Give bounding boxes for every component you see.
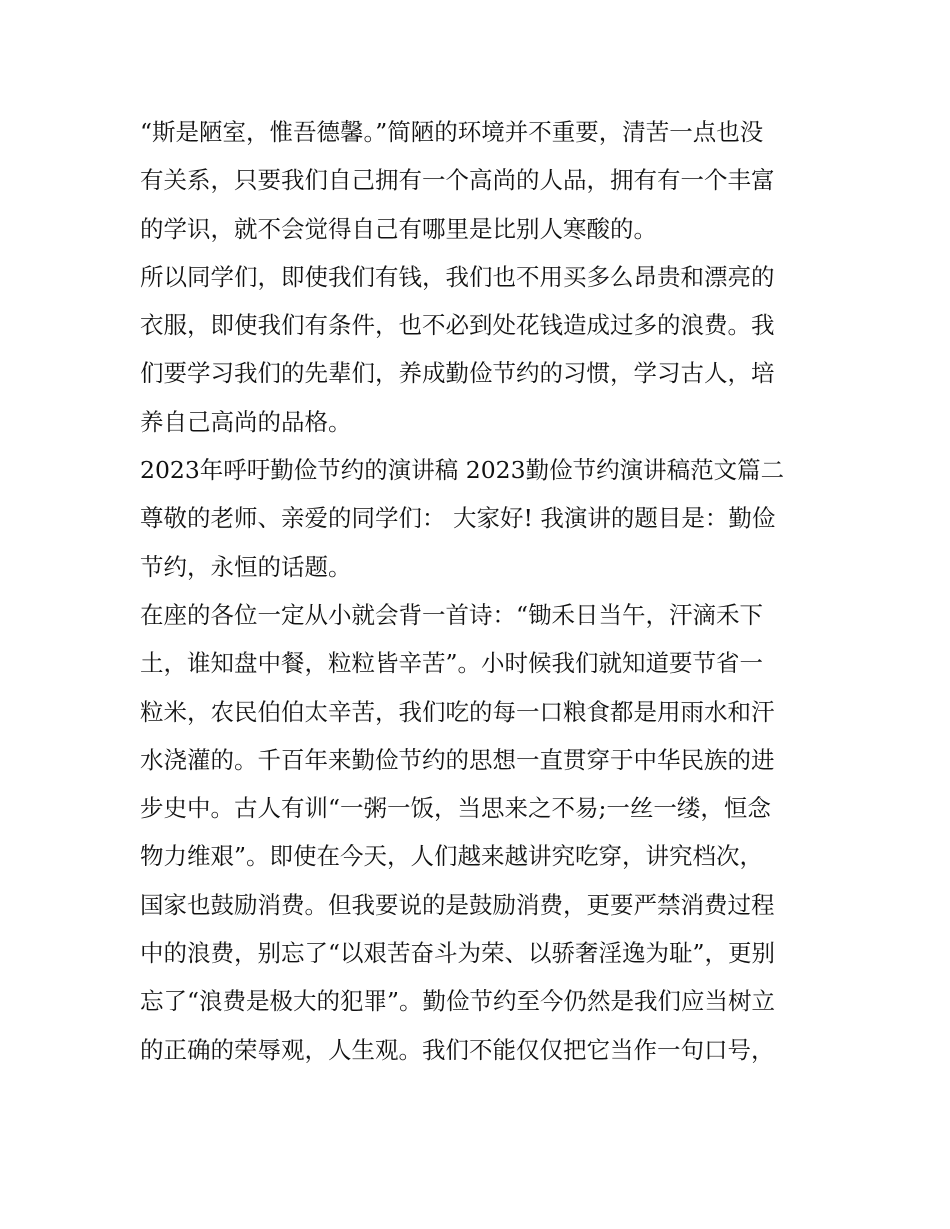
text-line: “斯是陋室，惟吾德馨。”简陋的环境并不重要，清苦一点也没	[140, 118, 764, 146]
document-body	[140, 108, 820, 1074]
text-line: 的学识，就不会觉得自己有哪里是比别人寒酸的。	[140, 214, 657, 243]
text-line: 步史中。古人有训“一粥一饭，当思来之不易;一丝一缕，恒念	[140, 794, 771, 823]
text-line: 尊敬的老师、亲爱的同学们： 大家好! 我演讲的题目是：勤俭	[140, 504, 776, 533]
text-line: 在座的各位一定从小就会背一首诗：“锄禾日当午，汗滴禾下	[140, 600, 764, 629]
text-line: 的正确的荣辱观，人生观。我们不能仅仅把它当作一句口号，	[140, 1035, 775, 1064]
text-line: 物力维艰”。即使在今天，人们越来越讲究吃穿，讲究档次，	[140, 842, 764, 871]
section-heading-line: 2023年呼吁勤俭节约的演讲稿 2023勤俭节约演讲稿范文篇二	[140, 456, 785, 485]
text-line: 有关系，只要我们自己拥有一个高尚的人品，拥有有一个丰富	[140, 166, 775, 195]
text-line: 土，谁知盘中餐，粒粒皆辛苦”。小时候我们就知道要节省一	[140, 649, 764, 678]
text-line: 粒米，农民伯伯太辛苦，我们吃的每一口粮食都是用雨水和汗	[140, 697, 775, 726]
text-line: 们要学习我们的先辈们，养成勤俭节约的习惯，学习古人，培	[140, 359, 775, 388]
text-line: 所以同学们，即使我们有钱，我们也不用买多么昂贵和漂亮的	[140, 262, 775, 291]
text-line: 中的浪费，别忘了“以艰苦奋斗为荣、以骄奢淫逸为耻”，更别	[140, 939, 776, 968]
text-line: 养自己高尚的品格。	[140, 407, 352, 436]
text-line: 节约，永恒的话题。	[140, 552, 352, 581]
text-line: 国家也鼓励消费。但我要说的是鼓励消费，更要严禁消费过程	[140, 890, 775, 919]
text-line: 忘了“浪费是极大的犯罪”。勤俭节约至今仍然是我们应当树立	[140, 987, 776, 1016]
text-line: 水浇灌的。千百年来勤俭节约的思想一直贯穿于中华民族的进	[140, 745, 775, 774]
text-line: 衣服，即使我们有条件，也不必到处花钱造成过多的浪费。我	[140, 311, 775, 340]
